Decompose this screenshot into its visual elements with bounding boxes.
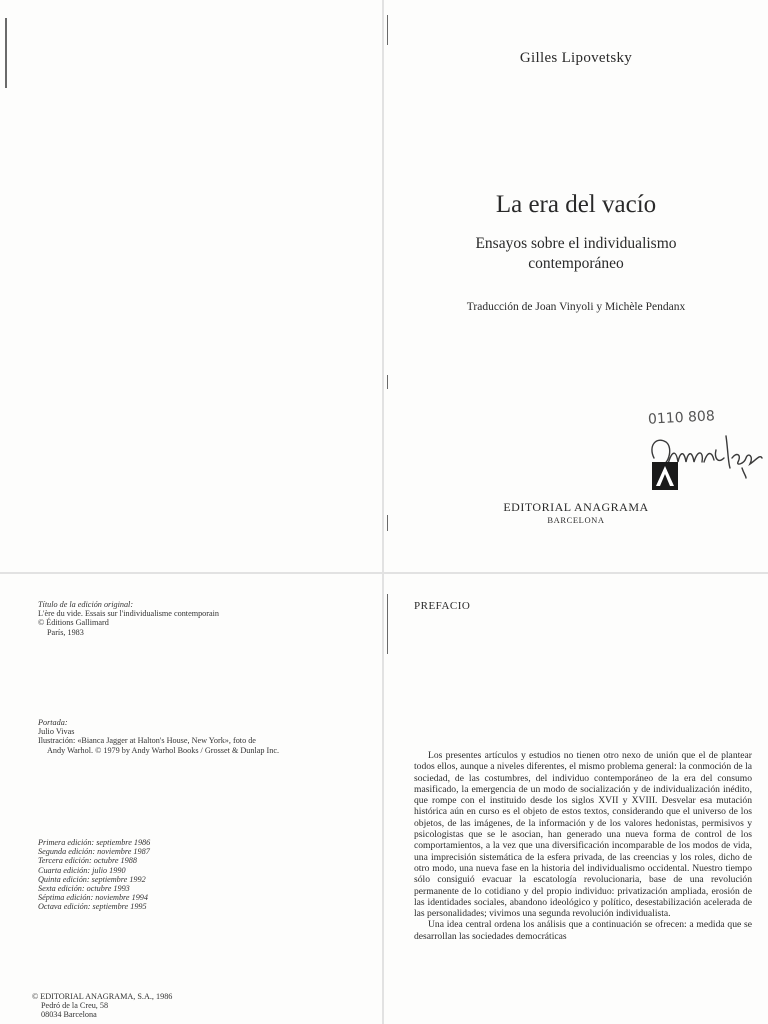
credit-line: Ilustración: «Bianca Jagger at Halton's House, New York», foto de [38,736,256,746]
author-name: Gilles Lipovetsky [519,50,633,66]
handwritten-number: 0110 808 [647,408,716,428]
title-page [384,0,768,572]
scan-edge-mark [387,594,388,654]
colophon-page [0,574,382,1024]
credit-line: Andy Warhol. © 1979 by Andy Warhol Books / Grosset & Dunlap Inc. [47,745,280,755]
edition-line: Cuarta edición: julio 1990 [38,865,126,875]
scan-edge-mark [387,375,388,389]
book-title: La era del vacío [495,191,657,218]
book-subtitle [384,234,768,274]
copyright-block [32,992,172,1020]
blank-page [0,0,382,572]
edition-line: Primera edición: septiembre 1986 [38,838,151,847]
edition-line: Tercera edición: octubre 1988 [38,856,137,866]
edition-line: Segunda edición: noviembre 1987 [38,847,150,857]
cover-credit-block [38,718,279,755]
credit-line: Julio Vivas [38,727,75,737]
copyright-line: Pedró de la Creu, 58 [41,1001,109,1011]
edition-line: Octava edición: septiembre 1995 [38,902,147,912]
credit-line: Título de la edición original: [38,600,134,609]
credit-line: © Éditions Gallimard [38,618,109,628]
copyright-line: 08034 Barcelona [41,1010,97,1020]
publisher-name: EDITORIAL ANAGRAMA [503,500,649,514]
preface-body [414,750,752,942]
credit-line: Portada: [38,718,68,727]
anagrama-logo-icon [652,462,678,490]
preface-page [384,574,768,1024]
edition-line: Séptima edición: noviembre 1994 [38,893,148,903]
credit-line: París, 1983 [47,627,84,637]
subtitle-line: contemporáneo [528,255,624,272]
credit-line: L'ère du vide. Essais sur l'individualisme contemporain [38,609,219,619]
translator-credit: Traducción de Joan Vinyoli y Michèle Pendanx [466,301,686,313]
copyright-line: © EDITORIAL ANAGRAMA, S.A., 1986 [32,992,173,1001]
preface-paragraph: Una idea central ordena los análisis que a continuación se ofrecen: a medida que se desarrollan las sociedades democráticas [414,919,752,942]
preface-paragraph: Los presentes artículos y estudios no tienen otro nexo de unión que el de plantear todos ellos, aunque a niveles diferentes, el mismo problema general: la conmoción de la sociedad, de las costumbres, del individuo contemporáneo de la era del consumo masificado, la emergencia de un modo de socialización y de individualización inédito, que rompe con el instituido desde los siglos XVII y XVIII. Desvelar esa mutación histórica aún en curso es el objeto de estos textos, considerando que el universo de los objetos, de las imágenes, de la información y de los valores hedonistas, permisivos y psicologistas que se le asocian, han generado una nueva forma de control de los comportamientos, a la vez que una diversificación incomparable de los modos de vida, una imprecisión sistemática de la esfera privada, de las creencias y los roles, dicho de otro modo, una nueva fase en la historia del individualismo occidental. Nuestro tiempo sólo consiguió evacuar la escatología revolucionaria, base de una revolución permanente de lo cotidiano y del propio individuo: privatización ampliada, erosión de las identidades sociales, abandono ideológico y político, desestabilización acelerada de las personalidades; vivimos una segunda revolución individualista. [414,750,752,920]
scan-edge-mark [387,15,388,45]
preface-heading: PREFACIO [414,600,471,612]
edition-line: Sexta edición: octubre 1993 [38,884,130,894]
edition-line: Quinta edición: septiembre 1992 [38,874,146,884]
subtitle-line: Ensayos sobre el individualismo [475,235,677,252]
scan-edge-mark [5,18,7,88]
publisher-city: BARCELONA [547,515,605,525]
original-edition-block [38,600,219,637]
editions-block [38,838,150,912]
